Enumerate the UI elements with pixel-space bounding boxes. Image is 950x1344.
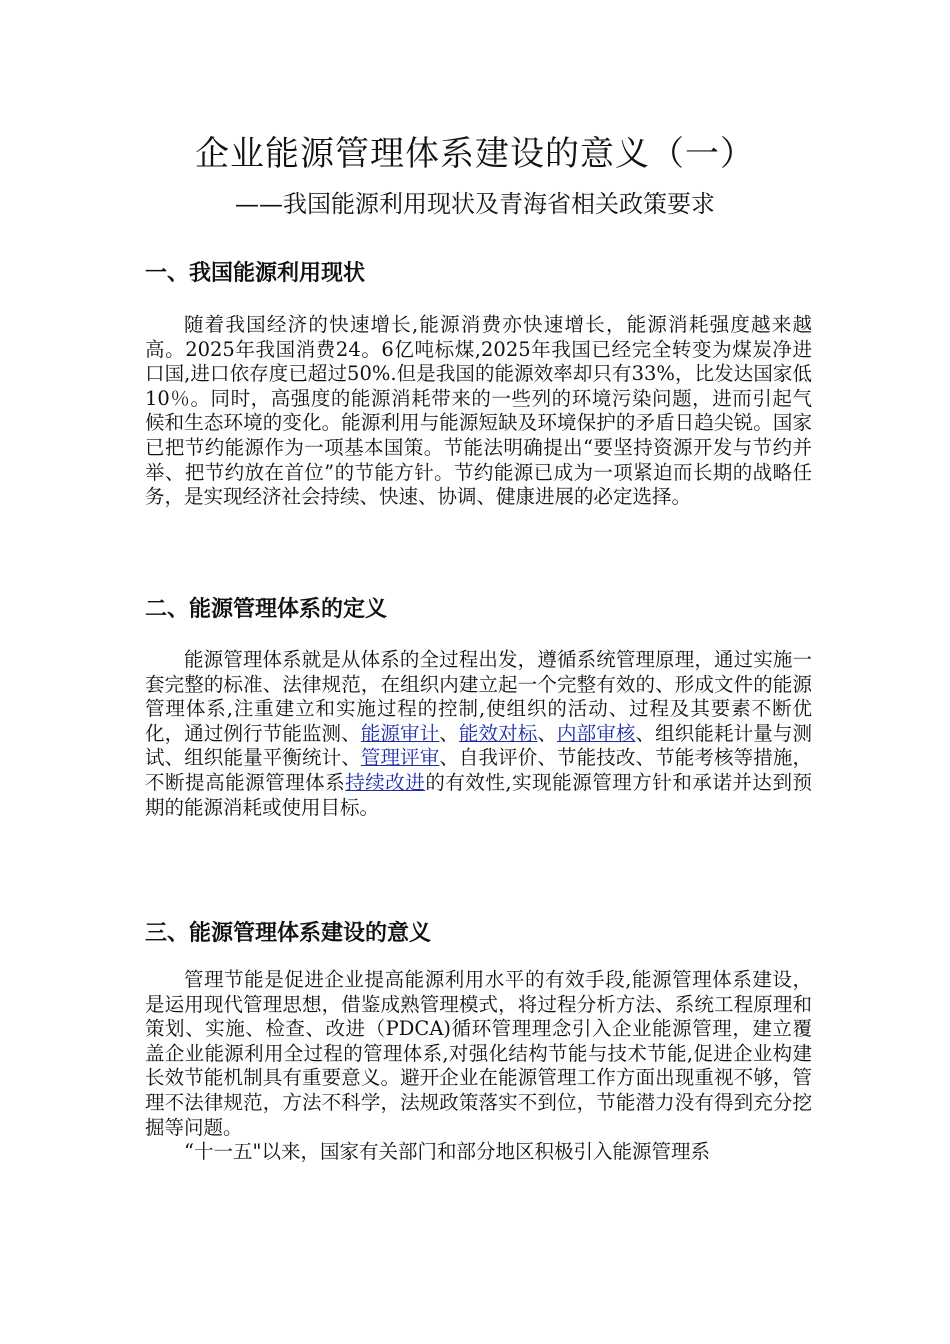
section-heading-1: 一、我国能源利用现状 — [145, 261, 366, 286]
link-continual-improvement[interactable]: 持续改进 — [345, 770, 426, 794]
section-body-1 — [145, 313, 812, 510]
paragraph: “十一五"以来，国家有关部门和部分地区积极引入能源管理系 — [184, 1140, 710, 1164]
paragraph: 管理节能是促进企业提高能源利用水平的有效手段,能源管理体系建设，是运用现代管理思想，借鉴成熟管理模式，将过程分析方法、系统工程原理和策划、实施、检查、改进（PDCA)循环管理理念引入企业能源管理，建立覆盖企业能源利用全过程的管理体系,对强化结构节能与技术节能,促进企业构建长效节能机制具有重要意义。避开企业在能源管理工作方面出现重视不够，管理不法律规范，方法不科学，法规政策落实不到位，节能潜力没有得到充分挖掘等问题。 — [145, 968, 812, 1139]
paragraph — [145, 648, 812, 820]
section-body-2 — [145, 648, 812, 820]
document-title: 企业能源管理体系建设的意义（一） — [195, 134, 755, 174]
text-run: 、自我评价、节能技改、节能考核等措施，不断提高能源管理体系 — [145, 746, 812, 794]
link-efficiency-benchmark[interactable]: 能效对标 — [458, 721, 538, 745]
link-management-review[interactable]: 管理评审 — [360, 746, 440, 770]
link-internal-audit[interactable]: 内部审核 — [557, 721, 636, 745]
text-run: 、 — [537, 721, 558, 745]
text-run: 、组织能耗计量与测试、组织能量平衡统计、 — [145, 721, 812, 770]
section-heading-2: 二、能源管理体系的定义 — [145, 597, 388, 622]
link-energy-audit[interactable]: 能源审计 — [360, 721, 440, 745]
section-body-3 — [145, 968, 812, 1165]
paragraph: 随着我国经济的快速增长,能源消费亦快速增长，能源消耗强度越来越高。2025年我国消费24。6亿吨标煤,2025年我国已经完全转变为煤炭净进口国,进口依存度已超过50%.但是我国的能源效率却只有33%，比发达国家低10％。同时，高强度的能源消耗带来的一些列的环境污染问题，进而引起气候和生态环境的变化。能源利用与能源短缺及环境保护的矛盾日趋尖锐。国家已把节约能源作为一项基本国策。节能法明确提出“要坚持资源开发与节约并举、把节约放在首位”的节能方针。节约能源已成为一项紧迫而长期的战略任务，是实现经济社会持续、快速、协调、健康进展的必定选择。 — [145, 313, 812, 509]
text-run: 的有效性,实现能源管理方针和承诺并达到预期的能源消耗或使用目标。 — [145, 770, 812, 819]
section-heading-3: 三、能源管理体系建设的意义 — [145, 921, 432, 946]
document-subtitle: ——我国能源利用现状及青海省相关政策要求 — [235, 190, 715, 218]
text-run: 能源管理体系就是从体系的全过程出发，遵循系统管理原理，通过实施一套完整的标准、法律规范，在组织内建立起一个完整有效的、形成文件的能源管理体系,注重建立和实施过程的控制,使组织的活动、过程及其要素不断优化，通过例行节能监测、 — [145, 648, 812, 745]
text-run: 、 — [439, 721, 459, 745]
